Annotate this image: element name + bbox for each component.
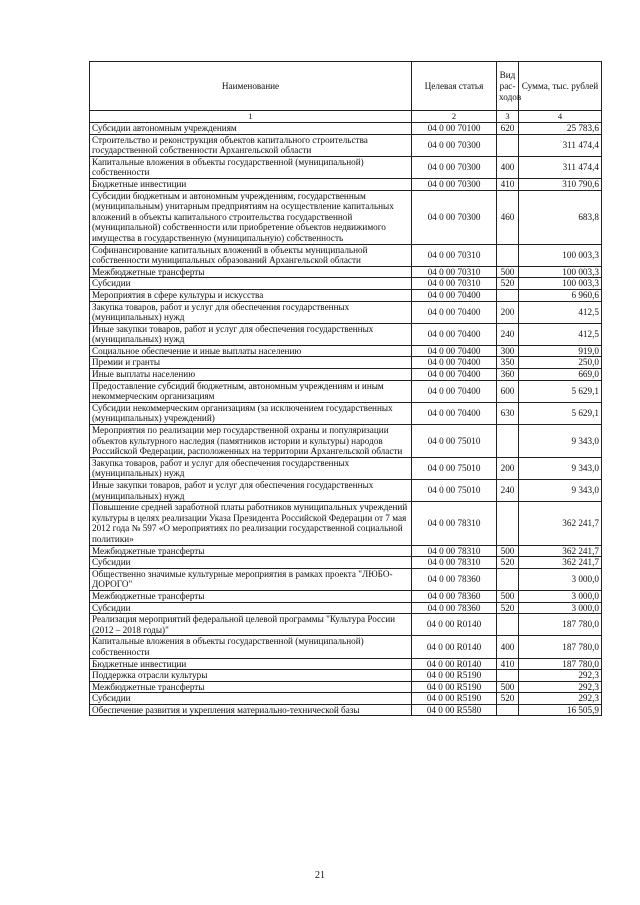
row-expense-type: 460 — [497, 190, 519, 244]
row-target-code: 04 0 00 70310 — [412, 266, 497, 278]
row-name: Субсидии бюджетным и автономным учреждениям, государственным (муниципальным) унитарным предприятиям на осуществление капитальных вложений в объекты капитального строительства государственной (муниципальной) собственности или приобретение объектов недвижимого имущества в государственную (муниципальную) собственность — [90, 190, 412, 244]
row-target-code: 04 0 00 78310 — [412, 545, 497, 557]
row-expense-type: 500 — [497, 266, 519, 278]
row-expense-type: 410 — [497, 178, 519, 190]
header-type: Вид рас-ходов — [497, 62, 519, 111]
row-expense-type: 200 — [497, 301, 519, 323]
table-row — [90, 345, 602, 357]
table-row — [90, 380, 602, 402]
row-amount: 310 790,6 — [519, 178, 602, 190]
row-name: Субсидии некоммерческим организациям (за исключением государственных (муниципальных) учреждений) — [90, 402, 412, 424]
row-amount: 292,3 — [519, 693, 602, 705]
row-amount: 412,5 — [519, 301, 602, 323]
row-target-code: 04 0 00 R5190 — [412, 693, 497, 705]
row-name: Капитальные вложения в объекты государственной (муниципальной) собственности — [90, 156, 412, 178]
row-amount: 187 780,0 — [519, 658, 602, 670]
row-target-code: 04 0 00 70400 — [412, 357, 497, 369]
row-expense-type — [497, 502, 519, 545]
row-amount: 25 783,6 — [519, 123, 602, 135]
row-name: Строительство и реконструкция объектов капитального строительства государственной собственности Архангельской области — [90, 134, 412, 156]
table-row — [90, 590, 602, 602]
row-name: Закупка товаров, работ и услуг для обеспечения государственных (муниципальных) нужд — [90, 457, 412, 479]
table-row — [90, 369, 602, 381]
row-amount: 100 003,3 — [519, 278, 602, 290]
row-expense-type — [497, 425, 519, 458]
row-expense-type: 600 — [497, 380, 519, 402]
row-expense-type: 500 — [497, 681, 519, 693]
row-expense-type — [497, 134, 519, 156]
table-row — [90, 670, 602, 682]
table-row — [90, 425, 602, 458]
table-row — [90, 301, 602, 323]
table-row — [90, 134, 602, 156]
row-amount: 9 343,0 — [519, 425, 602, 458]
column-number: 2 — [412, 111, 497, 123]
row-amount: 3 000,0 — [519, 568, 602, 590]
row-expense-type: 500 — [497, 545, 519, 557]
row-amount: 919,0 — [519, 345, 602, 357]
row-amount: 6 960,6 — [519, 289, 602, 301]
row-expense-type: 630 — [497, 402, 519, 424]
row-expense-type: 400 — [497, 636, 519, 658]
table-row — [90, 156, 602, 178]
row-target-code: 04 0 00 78360 — [412, 568, 497, 590]
row-amount: 5 629,1 — [519, 402, 602, 424]
row-name: Субсидии — [90, 557, 412, 569]
row-name: Социальное обеспечение и иные выплаты населению — [90, 345, 412, 357]
row-expense-type — [497, 704, 519, 716]
row-target-code: 04 0 00 R0140 — [412, 658, 497, 670]
row-target-code: 04 0 00 75010 — [412, 425, 497, 458]
table-row — [90, 614, 602, 636]
row-amount: 9 343,0 — [519, 457, 602, 479]
table-row — [90, 266, 602, 278]
table-row — [90, 323, 602, 345]
row-target-code: 04 0 00 70300 — [412, 178, 497, 190]
row-target-code: 04 0 00 75010 — [412, 457, 497, 479]
row-target-code: 04 0 00 R5580 — [412, 704, 497, 716]
column-number: 4 — [519, 111, 602, 123]
row-amount: 5 629,1 — [519, 380, 602, 402]
table-row — [90, 545, 602, 557]
row-amount: 16 505,9 — [519, 704, 602, 716]
row-name: Межбюджетные трансферты — [90, 266, 412, 278]
row-amount: 683,8 — [519, 190, 602, 244]
row-amount: 187 780,0 — [519, 614, 602, 636]
table-row — [90, 704, 602, 716]
row-name: Мероприятия по реализации мер государственной охраны и популяризации объектов культурного наследия (памятников истории и культуры) народов Российской Федерации, расположенных на территории Архангельской области — [90, 425, 412, 458]
row-expense-type: 520 — [497, 278, 519, 290]
column-number-row — [90, 111, 602, 123]
table-row — [90, 278, 602, 290]
table-row — [90, 480, 602, 502]
table-row — [90, 457, 602, 479]
row-expense-type: 520 — [497, 693, 519, 705]
budget-table — [89, 61, 602, 716]
row-name: Межбюджетные трансферты — [90, 590, 412, 602]
table-row — [90, 123, 602, 135]
row-target-code: 04 0 00 78310 — [412, 502, 497, 545]
row-expense-type: 240 — [497, 323, 519, 345]
row-target-code: 04 0 00 70310 — [412, 278, 497, 290]
row-expense-type — [497, 289, 519, 301]
row-amount: 362 241,7 — [519, 545, 602, 557]
row-name: Предоставление субсидий бюджетным, автономным учреждениям и иным некоммерческим организациям — [90, 380, 412, 402]
header-code: Целевая статья — [412, 62, 497, 111]
row-name: Бюджетные инвестиции — [90, 658, 412, 670]
column-number: 3 — [497, 111, 519, 123]
row-target-code: 04 0 00 70400 — [412, 380, 497, 402]
row-amount: 3 000,0 — [519, 602, 602, 614]
row-expense-type — [497, 244, 519, 266]
row-amount: 100 003,3 — [519, 266, 602, 278]
row-name: Мероприятия в сфере культуры и искусства — [90, 289, 412, 301]
row-expense-type: 400 — [497, 156, 519, 178]
header-name: Наименование — [90, 62, 412, 111]
row-name: Субсидии автономным учреждениям — [90, 123, 412, 135]
table-row — [90, 190, 602, 244]
row-name: Бюджетные инвестиции — [90, 178, 412, 190]
row-expense-type: 360 — [497, 369, 519, 381]
row-expense-type: 350 — [497, 357, 519, 369]
row-target-code: 04 0 00 70100 — [412, 123, 497, 135]
row-name: Реализация мероприятий федеральной целевой программы "Культура России (2012 – 2018 годы)" — [90, 614, 412, 636]
table-row — [90, 402, 602, 424]
table-row — [90, 602, 602, 614]
table-header-row — [90, 62, 602, 111]
row-name: Поддержка отрасли культуры — [90, 670, 412, 682]
row-expense-type — [497, 670, 519, 682]
row-name: Межбюджетные трансферты — [90, 545, 412, 557]
row-target-code: 04 0 00 70400 — [412, 301, 497, 323]
row-amount: 311 474,4 — [519, 156, 602, 178]
row-amount: 292,3 — [519, 681, 602, 693]
row-target-code: 04 0 00 78360 — [412, 590, 497, 602]
table-row — [90, 289, 602, 301]
table-body — [90, 123, 602, 716]
row-name: Премии и гранты — [90, 357, 412, 369]
row-amount: 412,5 — [519, 323, 602, 345]
row-target-code: 04 0 00 R0140 — [412, 614, 497, 636]
header-sum: Сумма, тыс. рублей — [519, 62, 602, 111]
row-expense-type: 410 — [497, 658, 519, 670]
row-target-code: 04 0 00 70400 — [412, 402, 497, 424]
row-expense-type: 200 — [497, 457, 519, 479]
page-number: 21 — [315, 870, 325, 881]
row-target-code: 04 0 00 70400 — [412, 345, 497, 357]
row-name: Закупка товаров, работ и услуг для обеспечения государственных (муниципальных) нужд — [90, 301, 412, 323]
column-number: 1 — [90, 111, 412, 123]
row-expense-type: 300 — [497, 345, 519, 357]
row-amount: 362 241,7 — [519, 502, 602, 545]
row-name: Повышение средней заработной платы работников муниципальных учреждений культуры в целях реализации Указа Президента Российской Федерации от 7 мая 2012 года № 597 «О мероприятиях по реализации государственной социальной политики» — [90, 502, 412, 545]
row-target-code: 04 0 00 70300 — [412, 156, 497, 178]
row-name: Обеспечение развития и укрепления материально-технической базы — [90, 704, 412, 716]
table-row — [90, 658, 602, 670]
row-amount: 3 000,0 — [519, 590, 602, 602]
row-target-code: 04 0 00 R5190 — [412, 681, 497, 693]
table-row — [90, 244, 602, 266]
row-amount: 669,0 — [519, 369, 602, 381]
row-amount: 292,3 — [519, 670, 602, 682]
row-name: Софинансирование капитальных вложений в объекты муниципальной собственности муниципальных образований Архангельской области — [90, 244, 412, 266]
row-target-code: 04 0 00 70400 — [412, 369, 497, 381]
table-row — [90, 681, 602, 693]
row-target-code: 04 0 00 70300 — [412, 190, 497, 244]
row-amount: 362 241,7 — [519, 557, 602, 569]
row-amount: 250,0 — [519, 357, 602, 369]
row-target-code: 04 0 00 R0140 — [412, 636, 497, 658]
row-target-code: 04 0 00 70300 — [412, 134, 497, 156]
row-amount: 311 474,4 — [519, 134, 602, 156]
row-expense-type: 620 — [497, 123, 519, 135]
row-name: Иные выплаты населению — [90, 369, 412, 381]
row-target-code: 04 0 00 78310 — [412, 557, 497, 569]
row-name: Иные закупки товаров, работ и услуг для обеспечения государственных (муниципальных) нужд — [90, 480, 412, 502]
row-expense-type: 520 — [497, 557, 519, 569]
row-expense-type: 500 — [497, 590, 519, 602]
table-row — [90, 178, 602, 190]
row-target-code: 04 0 00 70400 — [412, 323, 497, 345]
row-target-code: 04 0 00 R5190 — [412, 670, 497, 682]
row-name: Субсидии — [90, 693, 412, 705]
row-name: Капитальные вложения в объекты государственной (муниципальной) собственности — [90, 636, 412, 658]
row-target-code: 04 0 00 75010 — [412, 480, 497, 502]
row-expense-type: 520 — [497, 602, 519, 614]
row-name: Субсидии — [90, 602, 412, 614]
table-row — [90, 693, 602, 705]
table-row — [90, 636, 602, 658]
row-target-code: 04 0 00 70310 — [412, 244, 497, 266]
row-name: Иные закупки товаров, работ и услуг для обеспечения государственных (муниципальных) нужд — [90, 323, 412, 345]
table-row — [90, 502, 602, 545]
row-amount: 187 780,0 — [519, 636, 602, 658]
row-name: Общественно значимые культурные мероприятия в рамках проекта "ЛЮБО-ДОРОГО" — [90, 568, 412, 590]
row-target-code: 04 0 00 70400 — [412, 289, 497, 301]
row-expense-type — [497, 568, 519, 590]
row-expense-type: 240 — [497, 480, 519, 502]
row-amount: 9 343,0 — [519, 480, 602, 502]
table-row — [90, 568, 602, 590]
table-row — [90, 557, 602, 569]
table-row — [90, 357, 602, 369]
row-name: Межбюджетные трансферты — [90, 681, 412, 693]
row-target-code: 04 0 00 78360 — [412, 602, 497, 614]
row-name: Субсидии — [90, 278, 412, 290]
row-expense-type — [497, 614, 519, 636]
row-amount: 100 003,3 — [519, 244, 602, 266]
